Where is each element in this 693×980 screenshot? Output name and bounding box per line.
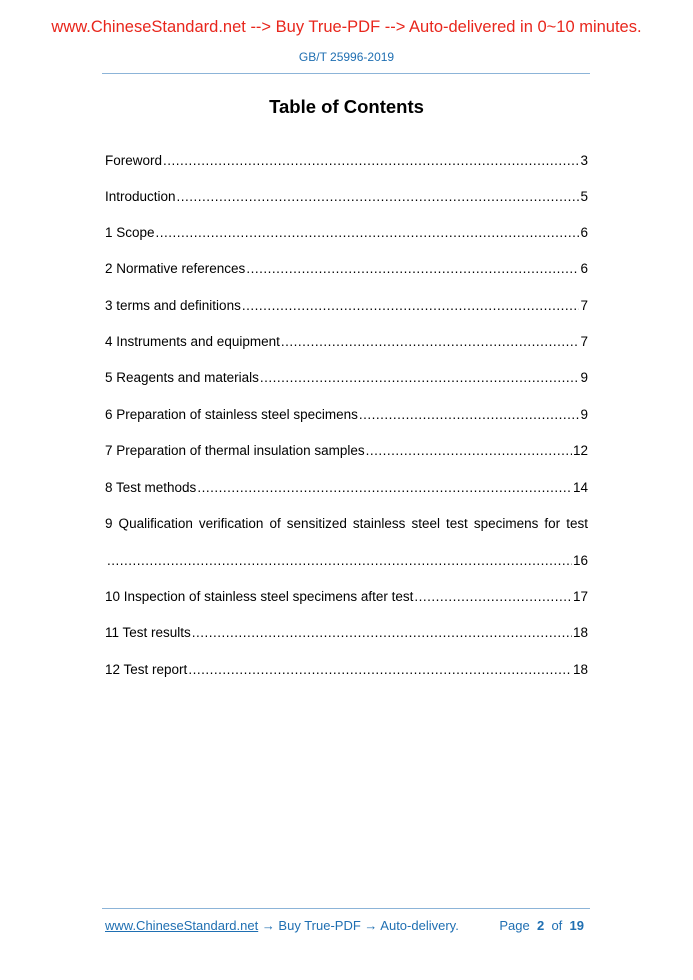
total-pages-number: 19 (569, 918, 584, 933)
toc-entry[interactable] (105, 189, 588, 205)
toc-entry[interactable] (105, 480, 588, 496)
dot-leader (188, 662, 572, 678)
header-divider (102, 73, 590, 74)
dot-leader (156, 225, 580, 241)
toc-entry-page: 9 (580, 370, 588, 385)
toc-entry-title: 7 Preparation of thermal insulation samples (105, 443, 365, 458)
toc-entry-title: 8 Test methods (105, 480, 197, 495)
toc-entry-title: 2 Normative references (105, 261, 246, 276)
toc-entry[interactable] (105, 662, 588, 678)
toc-entry-title: 10 Inspection of stainless steel specimens after test (105, 589, 414, 604)
toc-entry-title: 1 Scope (105, 225, 155, 240)
toc-entry[interactable] (105, 443, 588, 459)
footer-divider (102, 908, 590, 909)
toc-entry-title: 11 Test results (105, 625, 191, 640)
toc-entry[interactable] (105, 261, 588, 277)
footer-promo-text: → Buy True-PDF → Auto-delivery. (258, 918, 459, 933)
dot-leader (366, 443, 572, 459)
toc-entry-title: Foreword (105, 153, 163, 168)
toc-entry-page: 12 (572, 443, 588, 458)
toc-entry[interactable] (105, 625, 588, 641)
page-title: Table of Contents (269, 96, 424, 117)
toc-entry-title: 3 terms and definitions (105, 298, 241, 313)
toc-entry-title: 12 Test report (105, 662, 188, 677)
dot-leader (281, 334, 580, 350)
toc-entry-title: 4 Instruments and equipment (105, 334, 280, 349)
toc-entry[interactable] (105, 334, 588, 350)
toc-entry-title: Introduction (105, 189, 176, 204)
dot-leader (192, 625, 572, 641)
of-label: of (551, 918, 563, 933)
dot-leader (359, 407, 580, 423)
toc-entry-title: 6 Preparation of stainless steel specimens (105, 407, 358, 422)
toc-entry-page: 7 (580, 334, 588, 349)
promo-banner[interactable]: www.ChineseStandard.net --> Buy True-PDF --> Auto-delivered in 0~10 minutes. (51, 18, 642, 36)
dot-leader (163, 153, 579, 169)
dot-leader (246, 261, 579, 277)
toc-entry-title: 5 Reagents and materials (105, 370, 259, 385)
toc-entry-page: 17 (572, 589, 588, 604)
toc-entry-page: 18 (572, 625, 588, 640)
dot-leader (242, 298, 580, 314)
toc-entry-page: 6 (580, 225, 588, 240)
page-indicator (499, 918, 584, 933)
dot-leader (197, 480, 572, 496)
toc-entry-page: 6 (580, 261, 588, 276)
toc-entry[interactable] (105, 370, 588, 386)
toc-entry-page: 16 (572, 553, 588, 568)
toc-entry-page: 7 (580, 298, 588, 313)
toc-entry-page: 14 (572, 480, 588, 495)
toc-entry[interactable] (105, 153, 588, 169)
page-label: Page (499, 918, 530, 933)
current-page-number: 2 (536, 918, 545, 933)
toc-entry-page: 9 (580, 407, 588, 422)
dot-leader (107, 553, 572, 569)
dot-leader (414, 589, 572, 605)
toc-entry-page: 18 (572, 662, 588, 677)
toc-entry-title: 9 Qualification verification of sensitized stainless steel test specimens for test (105, 516, 588, 531)
toc-entry[interactable] (105, 225, 588, 241)
toc-entry[interactable] (105, 589, 588, 605)
dot-leader (260, 370, 580, 386)
dot-leader (177, 189, 580, 205)
toc-entry[interactable] (105, 407, 588, 423)
toc-entry-page: 5 (580, 189, 588, 204)
page-footer (105, 918, 588, 933)
footer-website-link[interactable]: www.ChineseStandard.net (105, 918, 259, 933)
standard-number: GB/T 25996-2019 (298, 50, 395, 64)
toc-entry-wrapped[interactable] (105, 516, 588, 574)
toc-entry[interactable] (105, 298, 588, 314)
toc-entry-page: 3 (580, 153, 588, 168)
